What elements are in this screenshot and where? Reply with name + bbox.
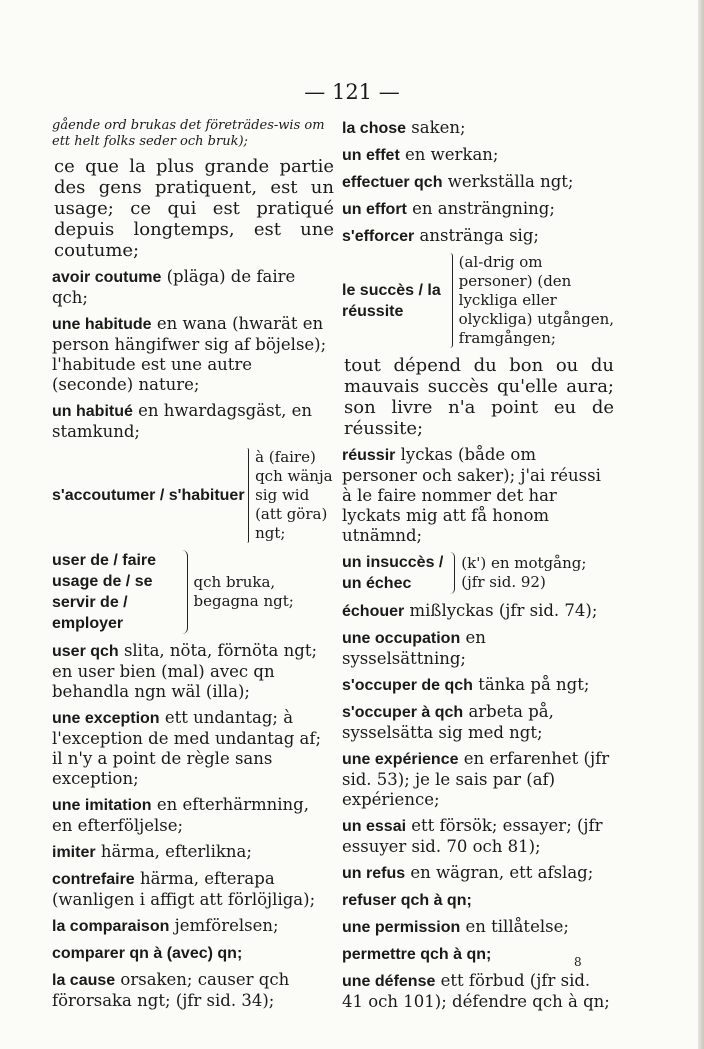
braced-entry <box>52 448 334 543</box>
entry-headword: une défense <box>342 973 436 990</box>
entry-text: gående ord brukas det företrädes-wis om ett helt folks seder och bruk); <box>52 118 325 149</box>
entry-headword: s'efforcer <box>342 228 415 245</box>
dictionary-entry <box>52 943 334 964</box>
entry-text: arbeta på, sysselsätta sig med ngt; <box>342 702 554 742</box>
dictionary-entry <box>342 199 614 220</box>
entry-headword: un refus <box>342 865 406 882</box>
entry-text: en wana (hwarät en person hängifwer sig af böjelse); l'habitude est une autre (seconde) nature; <box>52 314 327 394</box>
entry-text: en tillåtelse; <box>465 917 569 936</box>
entry-text: ett undantag; à l'exception de med undantag af; il n'y a point de règle sans exception; <box>52 708 322 788</box>
dictionary-entry <box>342 601 614 622</box>
dictionary-entry <box>52 641 334 702</box>
entry-text: (pläga) de faire qch; <box>52 267 296 307</box>
entry-text: tout dépend du bon ou du mauvais succès qu'elle aura; son livre n'a point eu de réussite; <box>344 355 614 439</box>
braced-entry <box>52 550 334 634</box>
dictionary-entry <box>52 869 334 910</box>
entry-headword: échouer <box>342 603 405 620</box>
page-number: — 121 — <box>304 80 400 104</box>
dictionary-entry <box>52 916 334 937</box>
dictionary-entry <box>52 401 334 442</box>
right-column <box>342 118 614 1018</box>
entry-headword: le succès / la réussite <box>342 281 441 320</box>
dictionary-entry <box>342 145 614 166</box>
entry-text: slita, nöta, förnöta ngt; en user bien (mal) avec qn behandla ngn wäl (illa); <box>52 641 318 701</box>
entry-text: orsaken; causer qch förorsaka ngt; (jfr sid. 34); <box>52 970 290 1010</box>
entry-text: mißlyckas (jfr sid. 74); <box>409 601 598 620</box>
entry-headword: s'occuper de qch <box>342 677 473 694</box>
dictionary-entry <box>342 226 614 247</box>
entry-headword: refuser qch à qn; <box>342 892 472 909</box>
brace-mark <box>247 448 250 543</box>
entry-text: jemförelsen; <box>174 916 279 935</box>
entry-text: (k') en motgång; (jfr sid. 92) <box>461 554 587 591</box>
entry-text: en wägran, ett afslag; <box>410 863 594 882</box>
entry-text: ett förbud (jfr sid. 41 och 101); défendre qch à qn; <box>342 971 610 1011</box>
dictionary-entry <box>342 445 614 546</box>
entry-headword: la comparaison <box>52 918 170 935</box>
dictionary-entry <box>342 890 614 911</box>
dictionary-entry <box>342 355 614 439</box>
entry-headword: un effort <box>342 201 407 218</box>
dictionary-entry <box>52 156 334 261</box>
entry-headword: imiter <box>52 844 96 861</box>
entry-headword: contrefaire <box>52 871 135 888</box>
entry-text: qch bruka, begagna ngt; <box>193 573 294 610</box>
entry-headword: user qch <box>52 643 119 660</box>
braced-entry <box>342 253 614 348</box>
entry-text: (al-drig om personer) (den lyckliga eller olyckliga) utgången, framgången; <box>458 253 614 347</box>
entry-headword: un insuccès / un échec <box>342 554 444 592</box>
entry-headword: la chose <box>342 120 407 137</box>
brace-mark <box>450 253 453 348</box>
dictionary-entry <box>52 795 334 836</box>
entry-text: en ansträngning; <box>412 199 555 218</box>
entry-headword: une exception <box>52 710 160 727</box>
entry-headword: un effet <box>342 147 400 164</box>
dictionary-entry <box>52 842 334 863</box>
dictionary-entry <box>52 314 334 395</box>
entry-text: en sysselsättning; <box>342 628 486 668</box>
entry-headword: s'occuper à qch <box>342 704 464 721</box>
braced-entry <box>342 552 614 594</box>
entry-text: anstränga sig; <box>419 226 539 245</box>
entry-text: en erfarenhet (jfr sid. 53); je le sais par (af) expérience; <box>342 749 610 809</box>
entry-headword: permettre qch à qn; <box>342 946 492 963</box>
dictionary-entry <box>52 708 334 789</box>
dictionary-entry <box>52 267 334 308</box>
entry-text: ett försök; essayer; (jfr essuyer sid. 70 och 81); <box>342 816 603 856</box>
entry-text: à (faire) qch wänja sig wid (att göra) ngt; <box>255 448 333 542</box>
entry-text: en hwardagsgäst, en stamkund; <box>52 401 313 441</box>
dictionary-entry <box>342 971 614 1012</box>
entry-headword: un habitué <box>52 403 133 420</box>
entry-text: ce que la plus grande partie des gens pratiquent, est un usage; ce qui est pratiqué depuis longtemps, est une coutume; <box>54 156 334 261</box>
dictionary-entry <box>342 749 614 810</box>
entry-headword: comparer qn à (avec) qn; <box>52 945 243 962</box>
signature-mark: 8 <box>574 955 582 969</box>
entry-headword: la cause <box>52 972 116 989</box>
entry-headword: avoir coutume <box>52 269 162 286</box>
dictionary-entry <box>52 970 334 1011</box>
left-column <box>52 118 334 1017</box>
entry-headword: user de / faire usage de / se servir de / employer <box>52 552 157 632</box>
entry-text: saken; <box>411 118 466 137</box>
entry-text: härma, efterlikna; <box>100 842 252 861</box>
entry-headword: une habitude <box>52 316 152 333</box>
brace-mark <box>450 552 455 594</box>
dictionary-entry <box>342 917 614 938</box>
entry-text: en efterhärmning, en efterföljelse; <box>52 795 309 835</box>
entry-text: werkställa ngt; <box>447 172 574 191</box>
dictionary-entry <box>342 118 614 139</box>
brace-mark <box>182 550 188 634</box>
entry-text: härma, efterapa (wanligen i affigt att förlöjliga); <box>52 869 316 909</box>
dictionary-entry <box>342 863 614 884</box>
entry-headword: une permission <box>342 919 461 936</box>
dictionary-entry <box>342 675 614 696</box>
dictionary-entry <box>342 628 614 669</box>
dictionary-entry <box>342 816 614 857</box>
entry-headword: une expérience <box>342 751 459 768</box>
entry-headword: effectuer qch <box>342 174 443 191</box>
entry-text: tänka på ngt; <box>478 675 590 694</box>
entry-headword: s'accoutumer / s'habituer <box>52 487 245 504</box>
entry-headword: une imitation <box>52 797 152 814</box>
dictionary-entry <box>52 118 334 150</box>
entry-headword: une occupation <box>342 630 461 647</box>
entry-text: en werkan; <box>405 145 499 164</box>
entry-text: lyckas (både om personer och saker); j'ai réussi à le faire nommer det har lyckats mig att få honom utnämnd; <box>342 445 601 545</box>
entry-headword: un essai <box>342 818 407 835</box>
page-edge <box>698 0 704 1049</box>
dictionary-entry <box>342 172 614 193</box>
entry-headword: réussir <box>342 447 396 464</box>
dictionary-entry <box>342 702 614 743</box>
